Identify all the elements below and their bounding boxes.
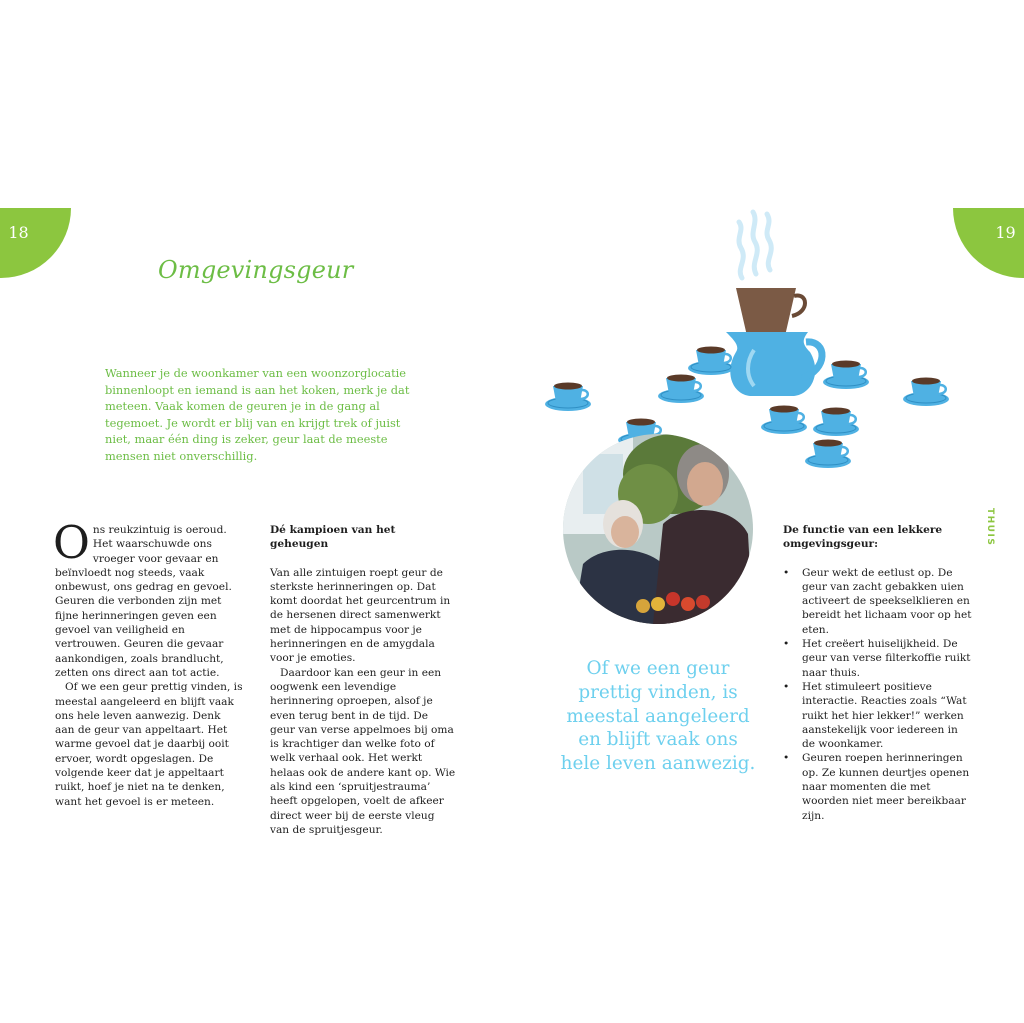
coffee-cup-icon — [805, 440, 851, 469]
section-heading: De functie van een lekkere omgevingsgeur: — [783, 524, 943, 551]
page-number-left-text: 18 — [8, 222, 29, 242]
coffee-cup-icon — [761, 406, 807, 435]
coffee-cup-icon — [823, 361, 869, 390]
elderly-women-photo — [563, 434, 753, 624]
coffee-cup-icon — [813, 408, 859, 437]
paragraph-text: ns reukzintuig is oeroud. Het waarschuwde ons vroeger voor gevaar en beïnvloedt nog steeds, vaak onbewust, ons gedrag en gevoel. Geuren die verbonden zijn met fijne herinneringen geven een gevoel van veiligheid en vertrouwen. Geuren die gevaar aankondigen, zoals brandlucht, zetten ons direct aan tot actie. — [55, 524, 232, 679]
coffee-cup-icon — [688, 347, 734, 376]
list-item: • Geuren roepen herinneringen op. Ze kunnen deurtjes openen naar momenten die met woorden niet meer bereikbaar zijn. — [783, 751, 973, 822]
list-item: • Het stimuleert positieve interactie. Reacties zoals “Wat ruikt het hier lekker!” werken aanstekelijk voor iedereen in de woonkamer. — [783, 680, 973, 751]
photo-image — [563, 434, 753, 624]
section-heading: Dé kampioen van het geheugen — [270, 524, 396, 551]
paragraph: Daardoor kan een geur in een oogwenk een levendige herinnering oproepen, alsof je even terug bent in de tijd. De geur van verse appelmoes bij oma is krachtiger dan welke foto of welk verhaal ook. Het werkt helaas ook de andere kant op. Wie als kind een ‘spruitjestrauma’ heeft opgelopen, voelt de afkeer direct weer bij de eerste vleug van de spruitjesgeur. — [270, 666, 456, 836]
drop-cap: O — [53, 516, 90, 569]
section-label: THUIS — [985, 508, 995, 547]
paragraph: Van alle zintuigen roept geur de sterkste herinneringen op. Dat komt doordat het geurcentrum in de hersenen direct samenwerkt met de hippocampus voor je herinneringen en de amygdala voor je emoties. — [270, 566, 451, 665]
coffee-cup-icon — [545, 383, 591, 412]
coffee-cup-icon — [658, 375, 704, 404]
bullet-list — [783, 566, 973, 823]
page-title: Omgevingsgeur — [158, 256, 354, 284]
list-item: • Geur wekt de eetlust op. De geur van zacht gebakken uien activeert de speekselklieren en bereidt het lichaam voor op het eten. — [783, 566, 973, 637]
pull-quote: Of we een geur prettig vinden, is meestal aangeleerd en blijft vaak ons hele leven aanwezig. — [560, 658, 756, 775]
body-column-3 — [783, 523, 973, 823]
page-number-right-text: 19 — [995, 222, 1016, 242]
intro-paragraph: Wanneer je de woonkamer van een woonzorglocatie binnenloopt en iemand is aan het koken, merk je dat meteen. Vaak komen de geuren je in de gang al tegemoet. Je wordt er blij van en krijgt trek of juist niet, maar één ding is zeker, geur laat de meeste mensen niet onverschillig. — [105, 366, 410, 463]
list-item: • Het creëert huiselijkheid. De geur van verse filterkoffie ruikt naar thuis. — [783, 637, 973, 680]
coffee-cup-icon — [903, 378, 949, 407]
paragraph: Of we een geur prettig vinden, is meestal aangeleerd en blijft vaak ons hele leven aanwezig. Denk aan de geur van appeltaart. Het warme gevoel dat je daarbij ooit ervoer, wordt opgeslagen. De volgende keer dat je appeltaart ruikt, hoef je niet na te denken, want het gevoel is er meteen. — [55, 681, 243, 808]
